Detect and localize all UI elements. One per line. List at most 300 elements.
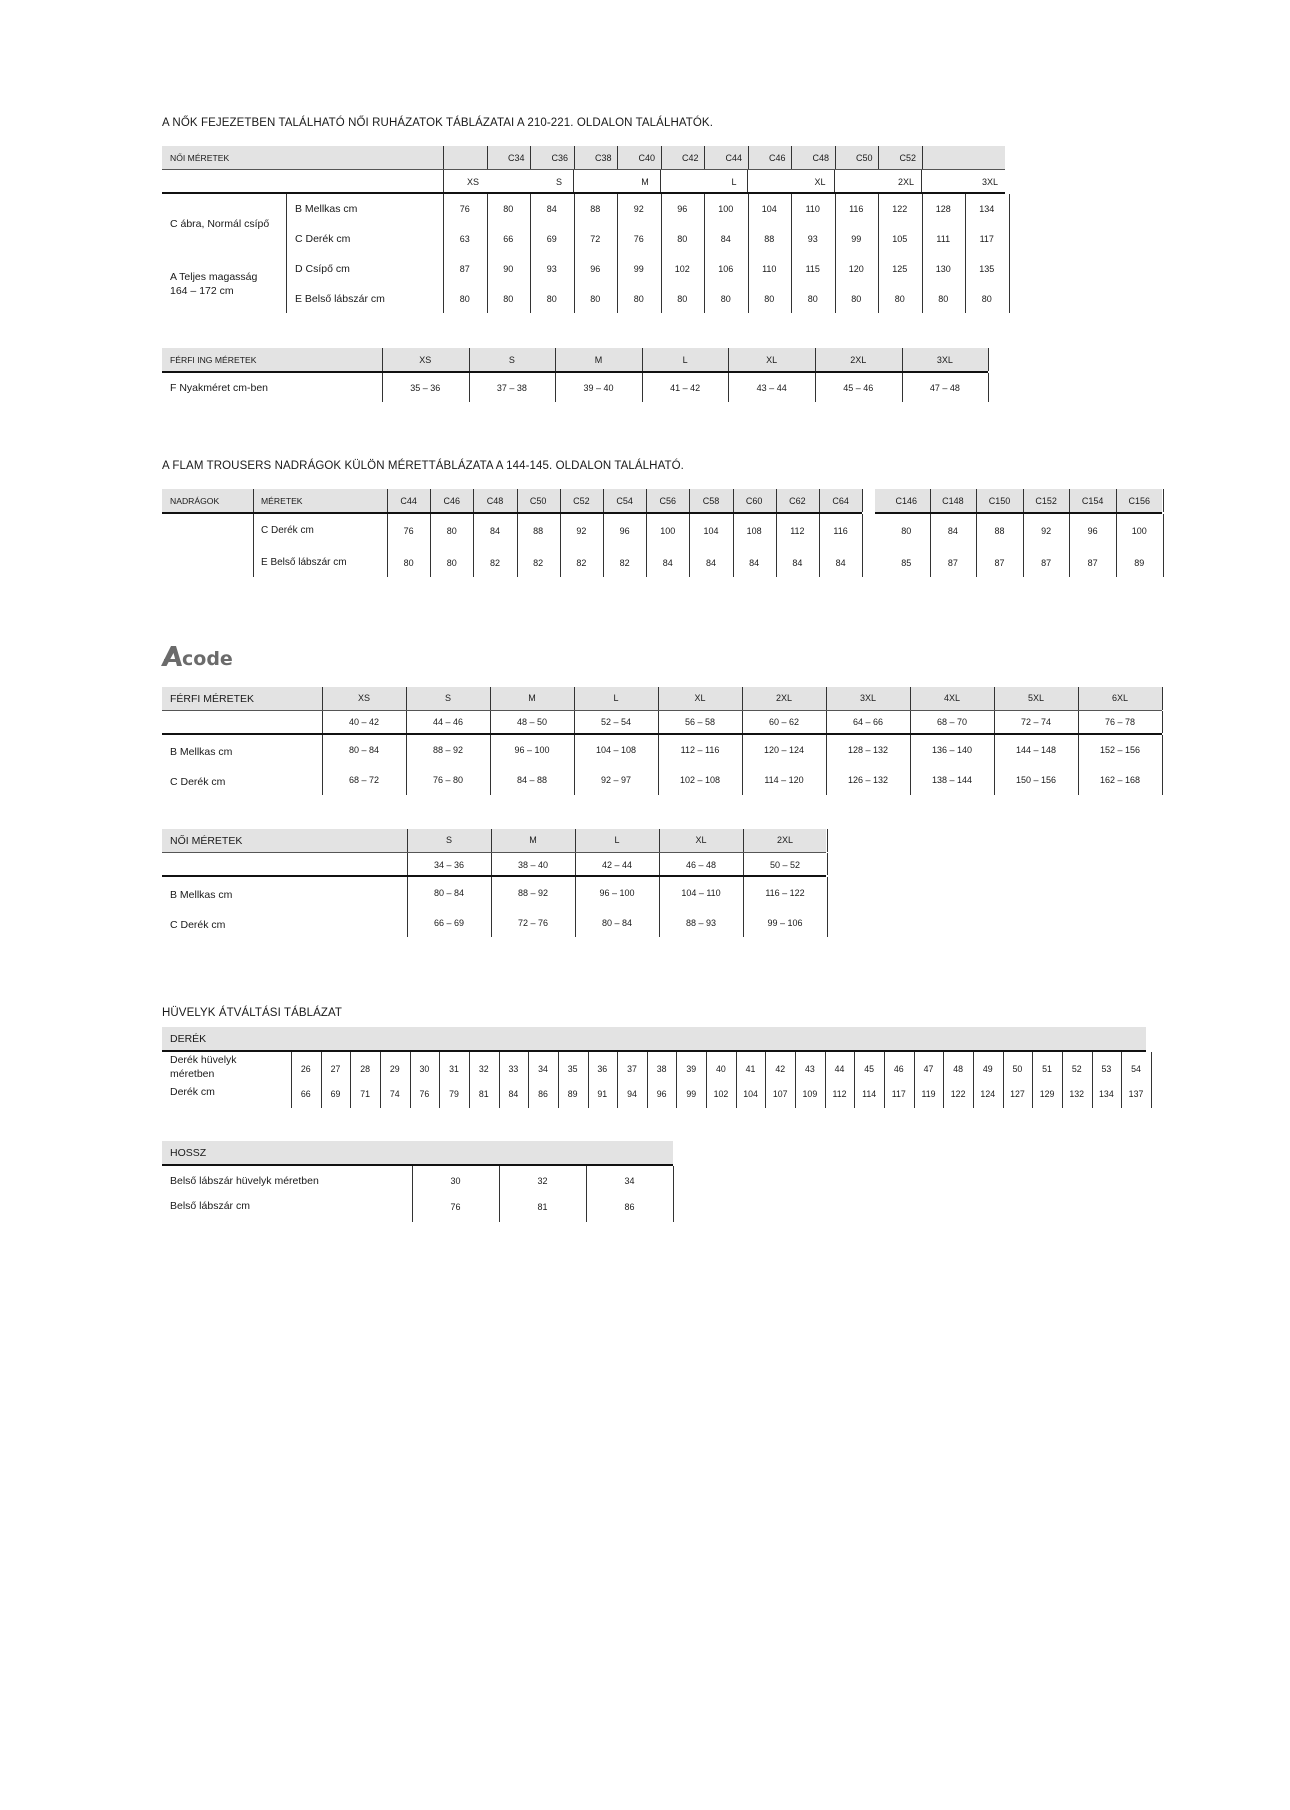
column-divider [1069,489,1070,512]
table-cell: 108 [746,526,762,536]
column-divider [412,1166,413,1222]
table-cell: 76 – 78 [1104,717,1136,727]
table-cell: 136 – 140 [931,745,973,755]
table-cell: 80 [764,294,775,304]
divider [162,733,1162,735]
table-cell: M [529,835,537,845]
column-divider [406,711,407,733]
column-divider [826,711,827,733]
table-cell: 80 [938,294,949,304]
table-cell: 80 [403,558,414,568]
column-divider [642,373,643,402]
table-cell: 106 [718,264,734,274]
table-cell: 80 [807,294,818,304]
table-cell: 87 [994,558,1005,568]
table-cell: 111 [936,234,951,244]
column-divider [988,348,989,371]
table-cell: 39 [686,1064,697,1074]
table-cell: C60 [745,496,763,506]
table-cell: 52 – 54 [600,717,632,727]
table-cell: 76 [633,234,644,244]
table-cell: 80 [851,294,862,304]
column-divider [1032,1052,1033,1108]
table-cell: 33 [508,1064,519,1074]
table-cell: 41 – 42 [670,383,701,393]
column-divider [406,687,407,710]
table-cell: L [682,355,688,365]
table-cell: 96 – 100 [599,888,635,898]
column-divider [574,687,575,710]
column-divider [406,735,407,795]
column-divider [994,711,995,733]
table-cell: 137 [1128,1089,1144,1099]
table-cell: 120 [848,264,864,274]
column-divider [491,829,492,852]
table-cell: 81 [537,1202,548,1212]
column-divider [407,829,408,852]
row-label: C Derék cm [170,919,226,931]
row-label: C Derék cm [261,525,314,536]
column-divider [658,735,659,795]
column-divider [659,853,660,875]
column-divider [1069,514,1070,577]
table-cell: 56 – 58 [684,717,716,727]
column-divider [743,853,744,875]
table-cell: C56 [659,496,677,506]
column-divider [350,1052,351,1108]
table-cell: 80 [901,526,912,536]
column-divider [1062,1052,1063,1108]
row-label: B Mellkas cm [170,746,233,758]
table-cell: 122 [892,204,908,214]
table-cell: 68 – 72 [348,775,380,785]
table-cell: 114 – 120 [764,775,804,785]
column-divider [1163,489,1164,512]
table-cell: 99 [851,234,862,244]
column-divider [528,1052,529,1108]
divider [162,169,1005,170]
table-cell: 88 [590,204,601,214]
table-cell: C42 [681,153,699,163]
table-cell: C50 [529,496,547,506]
table-cell: 84 [749,558,760,568]
row-label: Derék cm [170,1086,215,1098]
table-cell: 42 – 44 [601,860,633,870]
table-cell: 96 [619,526,630,536]
divider [162,512,862,514]
table-cell: 64 – 66 [852,717,884,727]
column-divider [826,735,827,795]
table-cell: 51 [1042,1064,1052,1074]
column-divider [253,514,254,577]
column-divider [1078,687,1079,710]
table-cell: C40 [638,153,655,163]
column-divider [380,1052,381,1108]
column-divider [410,1052,411,1108]
table-cell: 84 [705,558,716,568]
table-cell: 36 [597,1064,608,1074]
table-cell: M [528,693,536,703]
column-divider [499,1166,500,1222]
table-cell: 35 – 36 [410,383,441,393]
column-divider [1151,1052,1152,1108]
table-cell: 79 [449,1089,459,1099]
table-cell: 50 – 52 [769,860,801,870]
table-cell: C46 [768,153,786,163]
column-divider [555,373,556,402]
table-cell: 42 [775,1064,786,1074]
column-divider [673,1166,674,1222]
table-cell: L [614,835,620,845]
column-divider [902,373,903,402]
column-divider [588,1052,589,1108]
table-cell: C154 [1081,496,1104,506]
table-cell: 38 – 40 [517,860,549,870]
column-divider [1163,514,1164,577]
table-cell: 41 [745,1064,756,1074]
column-divider [1078,711,1079,733]
table-cell: S [508,355,515,365]
table-cell: 27 [330,1064,341,1074]
table-cell: 102 – 108 [679,775,721,785]
column-divider [1162,711,1163,733]
column-divider [382,348,383,371]
column-divider [443,170,444,192]
table-cell: 120 – 124 [763,745,805,755]
table-cell: 115 [805,264,820,274]
table-cell: 37 – 38 [496,383,527,393]
table-header-label: NŐI MÉRETEK [170,153,230,163]
table-cell: 80 [503,204,514,214]
column-divider [617,1052,618,1108]
table-cell: 127 [1010,1089,1025,1099]
column-divider [825,1052,826,1108]
table-cell: 76 [450,1202,461,1212]
table-cell: 37 [627,1064,637,1074]
column-divider [973,1052,974,1108]
table-cell: 32 [478,1064,489,1074]
column-divider [910,687,911,710]
table-cell: 150 – 156 [1015,775,1057,785]
column-divider [469,373,470,402]
table-cell: 144 – 148 [1015,745,1057,755]
table-cell: 132 [1069,1089,1085,1099]
column-divider [469,1052,470,1108]
table-cell: 34 – 36 [433,860,465,870]
table-cell: 80 [446,526,457,536]
column-divider [291,1052,292,1108]
table-cell: 116 [849,204,864,214]
table-cell: 47 – 48 [929,383,960,393]
column-divider [322,711,323,733]
table-cell: C44 [725,153,742,163]
table-cell: C36 [551,153,568,163]
table-cell: C54 [616,496,633,506]
table-cell: 84 – 88 [516,775,548,785]
row-label: Derék hüvelyk méretben [170,1054,237,1080]
column-divider [1078,735,1079,795]
column-divider [676,1052,677,1108]
table-cell: 119 [921,1089,936,1099]
table-cell: 128 – 132 [847,745,889,755]
row-label: E Belső lábszár cm [295,293,385,305]
column-divider [930,514,931,577]
table-cell: 45 [864,1064,875,1074]
table-cell: 28 [360,1064,371,1074]
row-label: Belső lábszár hüvelyk méretben [170,1175,319,1187]
table-cell: 99 [686,1089,697,1099]
column-divider [322,687,323,710]
acode-logo-icon [160,644,252,668]
table-cell: 80 – 84 [433,888,465,898]
table-cell: 84 [508,1089,519,1099]
table-cell: 3XL [859,693,876,703]
column-divider [322,735,323,795]
table-cell: 46 – 48 [685,860,717,870]
column-divider [884,1052,885,1108]
table-cell: 3XL [936,355,953,365]
col-header-trousers: NADRÁGOK [170,496,220,506]
table-cell: 85 [901,558,912,568]
table-cell: XL [695,835,707,845]
table-cell: 2XL [776,835,793,845]
table-cell: 104 [703,526,719,536]
column-divider [490,735,491,795]
column-divider [862,489,863,512]
column-divider [321,1052,322,1108]
table-cell: 88 – 92 [517,888,549,898]
table-cell: 76 [403,526,414,536]
table-cell: XS [357,693,370,703]
table-cell: 45 – 46 [843,383,874,393]
table-cell: 88 – 93 [685,918,717,928]
table-cell: C50 [855,153,873,163]
divider [162,852,826,853]
table-cell: 69 [330,1089,341,1099]
column-divider [443,146,444,169]
column-divider [1023,489,1024,512]
table-cell: 74 [389,1089,400,1099]
table-cell: 72 – 76 [517,918,549,928]
table-cell: 43 [804,1064,815,1074]
column-divider [658,711,659,733]
section-heading: A FLAM TROUSERS NADRÁGOK KÜLÖN MÉRETTÁBLÁZATA A 144-145. OLDALON TALÁLHATÓ. [162,460,684,472]
table-cell: S [445,835,452,845]
table-cell: 54 [1131,1064,1141,1074]
column-divider [988,373,989,402]
table-cell: 76 [419,1089,430,1099]
table-cell: C52 [899,153,916,163]
table-cell: 80 [503,294,514,304]
table-cell: 52 [1071,1064,1082,1074]
column-divider [765,1052,766,1108]
table-cell: 99 – 106 [767,918,803,928]
column-divider [994,735,995,795]
acode-logo [160,644,252,668]
table-cell: 117 [891,1089,906,1099]
table-cell: 87 [947,558,958,568]
divider [875,512,1162,514]
divider [162,1050,1146,1052]
table-cell: 112 – 116 [680,745,720,755]
table-cell: 82 [533,558,544,568]
table-cell: 2XL [897,177,914,187]
table-cell: 100 [718,204,734,214]
table-cell: 110 [762,264,777,274]
table-cell: C38 [594,153,612,163]
table-cell: C44 [400,496,417,506]
table-cell: C46 [443,496,461,506]
table-cell: 92 – 97 [600,775,632,785]
table-cell: 88 [764,234,775,244]
table-cell: 80 [720,294,731,304]
column-divider [575,853,576,875]
column-divider [862,514,863,577]
table-cell: 34 [538,1064,548,1074]
column-divider [490,687,491,710]
table-cell: 44 [834,1064,845,1074]
table-cell: 80 [633,294,644,304]
divider [162,710,1162,711]
table-cell: C150 [988,496,1011,506]
column-divider [826,687,827,710]
table-cell: 82 [489,558,500,568]
table-cell: 90 [503,264,514,274]
table-cell: 80 – 84 [348,745,380,755]
column-divider [574,711,575,733]
table-cell: 116 – 122 [765,888,805,898]
table-cell: 88 [533,526,544,536]
table-cell: 84 [489,526,500,536]
table-header-label: DERÉK [170,1033,207,1045]
table-cell: 104 – 108 [595,745,637,755]
table-cell: 134 [1099,1089,1114,1099]
column-divider [469,348,470,371]
table-cell: C48 [812,153,829,163]
column-divider [586,1166,587,1222]
table-cell: 44 – 46 [432,717,464,727]
column-divider [854,1052,855,1108]
table-cell: 105 [892,234,908,244]
table-header-label: FÉRFI ING MÉRETEK [170,355,257,365]
table-cell: 92 [633,204,644,214]
table-cell: 112 [832,1089,847,1099]
column-divider [1116,514,1117,577]
divider [162,875,826,877]
column-divider [555,348,556,371]
row-label: C Derék cm [295,233,351,245]
table-cell: C64 [832,496,849,506]
table-cell: 87 [1087,558,1098,568]
table-cell: 29 [389,1064,400,1074]
table-cell: 26 [300,1064,311,1074]
column-divider [827,829,828,852]
row-label: C Derék cm [170,776,226,788]
table-cell: 80 [459,294,470,304]
table-cell: 152 – 156 [1099,745,1141,755]
table-cell: 94 [627,1089,637,1099]
table-cell: 38 [656,1064,667,1074]
column-divider [659,829,660,852]
row-label: E Belső lábszár cm [261,557,347,568]
column-divider [647,1052,648,1108]
table-cell: 81 [478,1089,489,1099]
table-cell: XL [814,177,826,187]
logo-text: code [182,648,233,668]
column-divider [910,735,911,795]
column-divider [976,489,977,512]
table-cell: 138 – 144 [931,775,973,785]
table-cell: C156 [1128,496,1151,506]
section-heading: A NŐK FEJEZETBEN TALÁLHATÓ NŐI RUHÁZATOK TÁBLÁZATAI A 210-221. OLDALON TALÁLHATÓK. [162,117,713,129]
column-divider [575,877,576,937]
table-cell: L [613,693,619,703]
row-label: B Mellkas cm [170,889,233,901]
table-cell: 49 [982,1064,993,1074]
table-cell: 80 [446,558,457,568]
table-header-label: FÉRFI MÉRETEK [170,693,255,705]
table-cell: 80 [894,294,905,304]
column-divider [943,1052,944,1108]
table-cell: 104 – 110 [681,888,721,898]
column-divider [976,514,977,577]
table-cell: 80 [546,294,557,304]
column-divider [743,877,744,937]
table-cell: 40 [716,1064,726,1074]
table-cell: 126 – 132 [847,775,889,785]
table-cell: 110 [805,204,820,214]
table-cell: 2XL [850,355,867,365]
table-cell: 69 [546,234,557,244]
table-cell: 84 [662,558,673,568]
table-cell: L [731,177,737,187]
table-cell: 66 [300,1089,311,1099]
table-cell: 80 [981,294,992,304]
table-cell: 72 – 74 [1020,717,1052,727]
column-divider [286,194,287,313]
table-cell: 80 – 84 [601,918,633,928]
table-cell: 93 [546,264,557,274]
column-divider [487,146,488,169]
table-cell: 92 [576,526,587,536]
column-divider [575,829,576,852]
table-cell: 107 [772,1089,788,1099]
table-cell: M [594,355,603,365]
table-cell: 102 [674,264,690,274]
table-cell: 96 – 100 [514,745,550,755]
table-cell: 2XL [775,693,792,703]
column-divider [407,853,408,875]
table-cell: 39 – 40 [583,383,614,393]
row-label: B Mellkas cm [295,203,358,215]
table-cell: 86 [624,1202,635,1212]
divider [162,1164,673,1166]
table-cell: 116 [833,526,848,536]
table-cell: 84 [546,204,557,214]
column-divider [736,1052,737,1108]
table-cell: 35 [567,1064,578,1074]
column-divider [1162,687,1163,710]
table-cell: 128 [935,204,951,214]
table-cell: 96 [677,204,688,214]
column-divider [706,1052,707,1108]
table-cell: C152 [1035,496,1057,506]
column-divider [795,1052,796,1108]
column-divider [1162,735,1163,795]
table-cell: 48 [953,1064,964,1074]
table-cell: C48 [486,496,504,506]
table-cell: 88 – 92 [432,745,464,755]
